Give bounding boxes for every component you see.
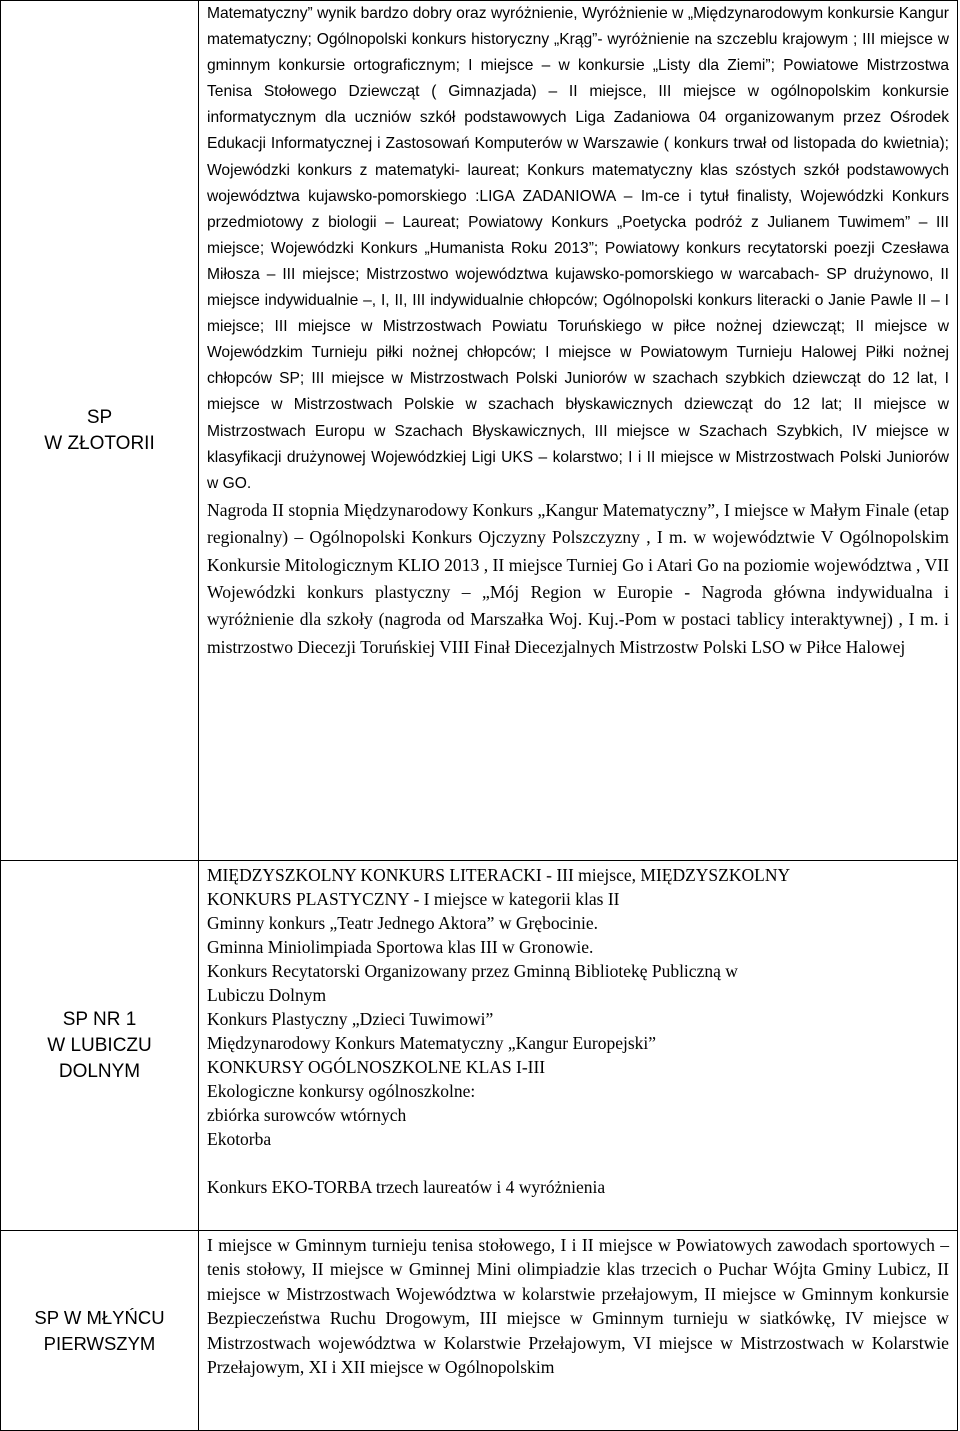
school-cell (1, 861, 199, 1231)
achievement-line: Konkurs EKO-TORBA trzech laureatów i 4 wyróżnienia (207, 1177, 606, 1197)
achievement-line: Ekologiczne konkursy ogólnoszkolne: (207, 1081, 476, 1101)
table-row (1, 1, 958, 861)
achievement-line (207, 1151, 949, 1175)
achievement-line: Ekotorba (207, 1129, 272, 1149)
achievement-line: KONKURSY OGÓLNOSZKOLNE KLAS I-III (207, 1057, 546, 1077)
achievement-line: MIĘDZYSZKOLNY KONKURS LITERACKI - III miejsce, MIĘDZYSZKOLNY (207, 865, 791, 885)
table-row (1, 861, 958, 1231)
school-name-line: PIERWSZYM (43, 1332, 156, 1354)
school-name-line: SP (86, 406, 113, 428)
school-cell (1, 1, 199, 861)
achievements-paragraph: Nagroda II stopnia Międzynarodowy Konkurs „Kangur Matematyczny”, I miejsce w Małym Finale (etap regionalny) – Ogólnopolski Konkurs Ojczyzny Polszczyzny , I m. w województwie V Ogólnopolskim Konkursie Mitologicznym KLIO 2013 , II miejsce Turniej Go i Atari Go na poziomie województwa , VII Wojewódzki konkurs plastyczny – „Mój Region w Europie - Nagroda główna indywidualna i wyróżnienie dla szkoły (nagroda od Marszałka Woj. Kuj.-Pom w postaci tablicy interaktywnej) , I m. i mistrzostwo Diecezji Toruńskiej VIII Finał Diecezjalnych Mistrzostw Polski LSO w Piłce Halowej (207, 499, 949, 657)
achievements-cell (199, 861, 958, 1231)
school-name-line: W LUBICZU (47, 1034, 152, 1056)
achievement-line: zbiórka surowców wtórnych (207, 1105, 407, 1125)
achievements-paragraph: Matematyczny” wynik bardzo dobry oraz wyróżnienie, Wyróżnienie w „Międzynarodowym konkursie Kangur matematyczny; Ogólnopolski konkurs historyczny „Krąg”- wyróżnienie na szczeblu krajowym ; III miejsce w gminnym konkursie ortograficznym; I miejsce – w konkursie „Listy dla Ziemi”; Powiatowe Mistrzostwa Tenisa Stołowego Dziewcząt ( Gimnazjada) – II miejsce, III miejsce w ogólnopolskim konkursie informatycznym dla uczniów szkół podstawowych Liga Zadaniowa 04 organizowanym przez Ośrodek Edukacji Informatycznej i Zastosowań Komputerów w Warszawie ( konkurs trwał od listopada do kwietnia); Wojewódzki konkurs z matematyki- laureat; Konkurs matematyczny klas szóstych szkół podstawowych województwa kujawsko-pomorskiego :LIGA ZADANIOWA – Im-ce i tytuł finalisty, Wojewódzki Konkurs przedmiotowy z biologii – Laureat; Powiatowy Konkurs „Poetycka podróż z Julianem Tuwimem” – III miejsce; Wojewódzki Konkurs „Humanista Roku 2013”; Powiatowy konkurs recytatorski poezji Czesława Miłosza – III miejsce; Mistrzostwo województwa kujawsko-pomorskiego w warcabach- SP drużynowo, II miejsce indywidualnie –, I, II, III indywidualnie chłopców; Ogólnopolski konkurs literacki o Janie Pawle II – I miejsce; III miejsce w Mistrzostwach Powiatu Toruńskiego w piłce nożnej dziewcząt; II miejsce w Wojewódzkim Turnieju piłki nożnej chłopców; I miejsce w Powiatowym Turnieju Halowej Piłki nożnej chłopców SP; III miejsce w Mistrzostwach Polski Juniorów w szachach szybkich dziewcząt do 12 lat, I miejsce w Mistrzostwach Polskie w szachach błyskawicznych dziewcząt do 12 lat; II miejsce w Mistrzostwach Europu w Szachach Błyskawicznych, III miejsce w Szachach Szybkich, IV miejsce w klasyfikacji drużynowej Wojewódzkiej Ligi UKS – kolarstwo; I i II miejsce w Mistrzostwach Polski Juniorów w GO. (207, 5, 949, 492)
achievement-line: KONKURS PLASTYCZNY - I miejsce w kategorii klas II (207, 889, 620, 909)
achievement-line: Gminna Miniolimpiada Sportowa klas III w Gronowie. (207, 937, 594, 957)
achievement-line: Gminny konkurs „Teatr Jednego Aktora” w Grębocinie. (207, 913, 598, 933)
achievement-line: Lubiczu Dolnym (207, 985, 327, 1005)
table-row (1, 1231, 958, 1431)
school-name-line: W ZŁOTORII (44, 432, 155, 454)
school-name-line: SP NR 1 (62, 1008, 137, 1030)
achievement-line: Konkurs Plastyczny „Dzieci Tuwimowi” (207, 1009, 494, 1029)
school-name-line: SP W MŁYŃCU (34, 1306, 165, 1328)
school-name (1, 1305, 198, 1357)
school-cell (1, 1231, 199, 1431)
achievement-line: Międzynarodowy Konkurs Matematyczny „Kangur Europejski” (207, 1033, 657, 1053)
achievements-cell (199, 1231, 958, 1431)
school-name-line: DOLNYM (58, 1060, 141, 1082)
achievements-paragraph: I miejsce w Gminnym turnieju tenisa stołowego, I i II miejsce w Powiatowych zawodach sportowych – tenis stołowy, II miejsce w Gminnej Mini olimpiadzie klas trzecich o Puchar Wójta Gminy Lubicz, II miejsce w Mistrzostwach Województwa w kolarstwie przełajowym, II miejsce w Gminnym konkursie Bezpieczeństwa Ruchu Drogowym, III miejsce w Gminnym turnieju w siatkówkę, IV miejsce w Mistrzostwach województwa w Kolarstwie Przełajowym, VI miejsce w Mistrzostwach w Kolarstwie Przełajowym, XI i XII miejsce w Ogólnopolskim (207, 1235, 949, 1378)
achievement-line: Konkurs Recytatorski Organizowany przez Gminną Bibliotekę Publiczną w (207, 961, 738, 981)
school-name (1, 1007, 198, 1085)
school-name (1, 405, 198, 457)
achievements-cell (199, 1, 958, 861)
